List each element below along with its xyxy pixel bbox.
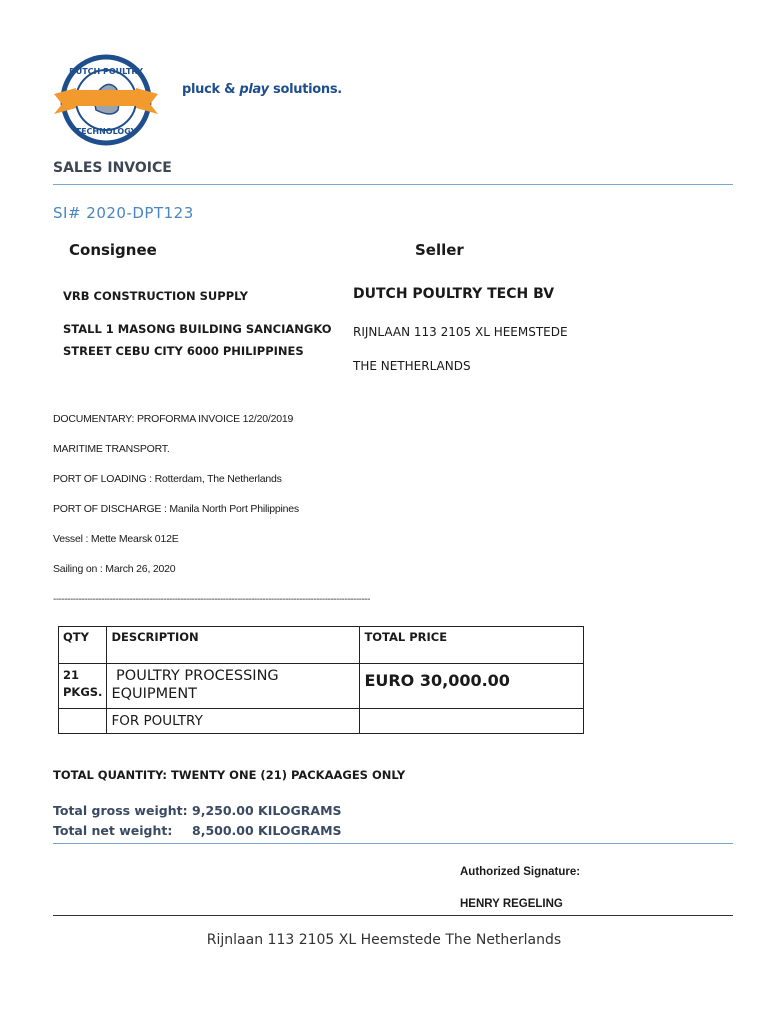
row1-qty — [59, 664, 107, 709]
table-row — [59, 664, 584, 709]
port-of-loading: PORT OF LOADING : Rotterdam, The Netherlands — [53, 473, 282, 485]
weights-block — [53, 801, 342, 841]
row1-desc-line1: POULTRY PROCESSING — [111, 668, 279, 684]
logo-text-bottom: TECHNOLOGY — [75, 127, 137, 136]
tagline-part-a: pluck & — [182, 82, 236, 97]
items-table — [58, 626, 584, 734]
seller-name: DUTCH POULTRY TECH BV — [353, 286, 555, 302]
table-header-row — [59, 627, 584, 664]
row2-price — [360, 709, 584, 734]
invoice-number: SI# 2020-DPT123 — [53, 204, 194, 222]
signatory-name: HENRY REGELING — [460, 898, 563, 910]
gross-weight-value: 9,250.00 KILOGRAMS — [192, 803, 342, 818]
weights-divider — [53, 843, 733, 844]
net-weight-label: Total net weight: — [53, 823, 173, 838]
port-of-discharge: PORT OF DISCHARGE : Manila North Port Philippines — [53, 503, 299, 515]
tagline — [182, 82, 342, 97]
tagline-part-c: solutions. — [273, 82, 342, 97]
total-quantity: TOTAL QUANTITY: TWENTY ONE (21) PACKAAGES ONLY — [53, 768, 406, 782]
net-weight-value: 8,500.00 KILOGRAMS — [192, 823, 342, 838]
consignee-address-line1: STALL 1 MASONG BUILDING SANCIANGKO — [63, 322, 332, 336]
header-qty: QTY — [59, 627, 107, 664]
dashed-separator: ---------------------------------------------------------------------------------------------------------------- — [53, 594, 370, 605]
transport-line: MARITIME TRANSPORT. — [53, 443, 170, 455]
row1-price: EURO 30,000.00 — [360, 664, 584, 709]
row1-desc-line2: EQUIPMENT — [111, 686, 198, 702]
vessel-line: Vessel : Mette Mearsk 012E — [53, 533, 179, 545]
consignee-heading: Consignee — [69, 241, 157, 259]
signature-label: Authorized Signature: — [460, 866, 581, 878]
row2-description: FOR POULTRY — [107, 709, 360, 734]
seller-address-line1: RIJNLAAN 113 2105 XL HEEMSTEDE — [353, 325, 568, 339]
footer-address: Rijnlaan 113 2105 XL Heemstede The Netherlands — [206, 932, 562, 948]
tagline-part-b: play — [239, 82, 269, 97]
header-total-price: TOTAL PRICE — [360, 627, 584, 664]
logo-text-top: DUTCH POULTRY — [69, 67, 143, 76]
consignee-address-line2: STREET CEBU CITY 6000 PHILIPPINES — [63, 344, 304, 358]
documentary-line: DOCUMENTARY: PROFORMA INVOICE 12/20/2019 — [53, 413, 294, 425]
row1-description — [107, 664, 360, 709]
row1-qty-unit: PKGS. — [63, 685, 103, 699]
footer-divider — [53, 915, 733, 916]
sailing-date: Sailing on : March 26, 2020 — [53, 563, 176, 575]
row1-qty-number: 21 — [63, 668, 80, 682]
table-row — [59, 709, 584, 734]
gross-weight-label: Total gross weight: — [53, 803, 188, 818]
net-weight-row — [53, 821, 342, 841]
header-description: DESCRIPTION — [107, 627, 360, 664]
gross-weight-row — [53, 801, 342, 821]
document-title: SALES INVOICE — [53, 160, 172, 176]
company-logo — [52, 54, 160, 146]
consignee-name: VRB CONSTRUCTION SUPPLY — [63, 289, 248, 303]
row2-qty — [59, 709, 107, 734]
seller-heading: Seller — [415, 241, 464, 259]
header-divider — [53, 184, 733, 185]
seller-address-line2: THE NETHERLANDS — [353, 359, 471, 373]
